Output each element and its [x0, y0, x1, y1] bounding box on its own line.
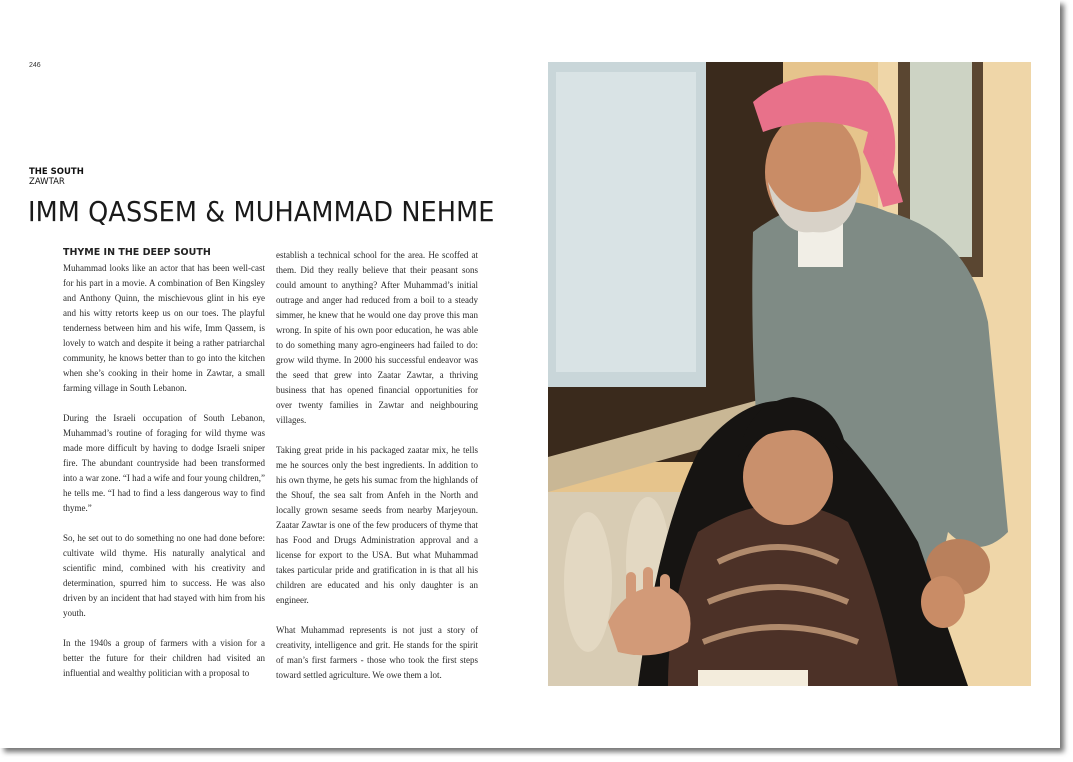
- paragraph: establish a technical school for the area. He scoffed at them. Did they really believe that their peasant sons could amount to anything? After Muhammad’s initial outrage and anger had reduced from a boil to a steady simmer, he knew that he would one day prove this man wrong. In spite of his own poor education, he was able to do something many agro-engineers had failed to do: grow wild thyme. In 2000 his successful endeavor was the seed that grew into Zaatar Zawtar, a thriving business that has opened financial opportunities for over twenty families in Zawtar and neighbouring villages.: [276, 250, 478, 425]
- paragraph: Taking great pride in his packaged zaatar mix, he tells me he sources only the best ingredients. In addition to his own thyme, he gets his sumac from the highlands of the Shouf, the sea salt from Anfeh in the North and locally grown sesame seeds from nearby Marjeyoun. Zaatar Zawtar is one of the few producers of thyme that has Food and Drugs Administration approval and a license for export to the USA. But what Muhammad takes particular pride and gratification in is that all his children are educated and his only daughter is an engineer.: [276, 445, 478, 605]
- paragraph: What Muhammad represents is not just a story of creativity, intelligence and grit. He stands for the spirit of man’s first farmers - those who took the first steps toward settled agriculture. We owe them a lot.: [276, 625, 478, 680]
- article-title: IMM QASSEM & MUHAMMAD NEHME: [28, 196, 495, 228]
- text-column-right: [276, 248, 478, 698]
- couple-photo: [548, 62, 1031, 686]
- text-column-left: [63, 247, 265, 696]
- page-number: 246: [29, 62, 41, 69]
- paragraph: During the Israeli occupation of South Lebanon, Muhammad’s routine of foraging for wild thyme was made more difficult by having to dodge Israeli sniper fire. The abundant countryside had been transformed into a war zone. “I had a wife and four young children,” he tells me. “I had to find a less dangerous way to find thyme.”: [63, 413, 265, 513]
- paragraph: Muhammad looks like an actor that has been well-cast for his part in a movie. A combination of Ben Kingsley and Anthony Quinn, the mischievous glint in his eye and his witty retorts keep us on our toes. The playful tenderness between him and his wife, Imm Qassem, is lovely to watch and despite it being a rather patriarchal community, he knows better than to go into the kitchen when she’s cooking in their home in Zawtar, a small farming village in South Lebanon.: [63, 263, 265, 393]
- section-location: ZAWTAR: [29, 177, 65, 187]
- section-region: THE SOUTH: [29, 167, 84, 177]
- paragraph: In the 1940s a group of farmers with a vision for a better the future for their children had visited an influential and wealthy politician with a proposal to: [63, 638, 265, 678]
- section-label: [29, 167, 84, 187]
- paragraph: So, he set out to do something no one had done before: cultivate wild thyme. His naturally analytical and scientific mind, combined with his creativity and determination, spurred him to success. He was also driven by an incident that had stayed with him from his youth.: [63, 533, 265, 618]
- article-subhead: THYME IN THE DEEP SOUTH: [63, 247, 211, 258]
